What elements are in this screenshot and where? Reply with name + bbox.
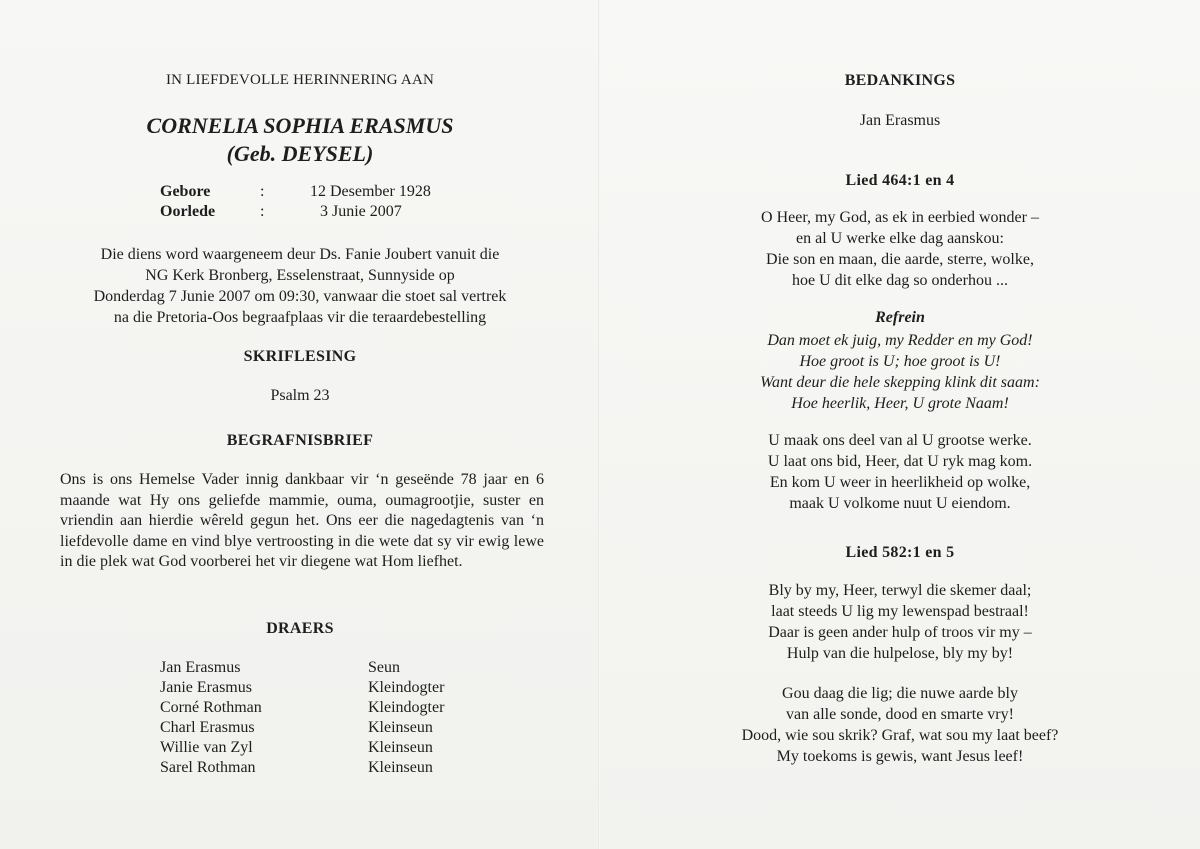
lied1-verse4 [600, 430, 1200, 514]
service-line: Die diens word waargeneem deur Ds. Fanie Joubert vanuit die [100, 246, 500, 263]
lied2-verse5 [600, 683, 1200, 767]
deceased-name [0, 112, 600, 168]
bearer-relation: Seun [368, 659, 400, 676]
death-label: Oorlede [160, 203, 216, 220]
verse-line: U laat ons bid, Heer, dat U ryk mag kom. [767, 453, 1033, 470]
list-item [160, 678, 460, 698]
verse-line: En kom U weer in heerlikheid op wolke, [769, 474, 1031, 491]
list-item [160, 698, 460, 718]
bearer-name: Jan Erasmus [160, 659, 241, 676]
service-line: na die Pretoria-Oos begraafplaas vir die teraardebestelling [113, 309, 487, 326]
death-colon: : [260, 203, 265, 220]
lied2-verse1 [600, 580, 1200, 664]
verse-line: Gou daag die lig; die nuwe aarde bly [782, 685, 1018, 702]
bearer-relation: Kleinseun [368, 759, 433, 776]
bearer-name: Corné Rothman [160, 699, 262, 716]
verse-line: Daar is geen ander hulp of troos vir my – [768, 624, 1032, 641]
verse-line: hoe U dit elke dag so onderhou ... [792, 272, 1008, 289]
lied2-heading: Lied 582:1 en 5 [845, 544, 955, 561]
bearer-name: Janie Erasmus [160, 679, 252, 696]
bedankings-text: Jan Erasmus [859, 112, 941, 129]
deceased-name-line1: CORNELIA SOPHIA ERASMUS [146, 113, 454, 138]
bearer-name: Charl Erasmus [160, 719, 255, 736]
verse-line: Dan moet ek juig, my Redder en my God! [767, 332, 1033, 349]
skriflesing-text: Psalm 23 [270, 387, 330, 404]
bearer-relation: Kleindogter [368, 679, 445, 696]
verse-line: en al U werke elke dag aanskou: [796, 230, 1004, 247]
dates-block [160, 182, 480, 222]
list-item [160, 758, 460, 778]
maiden-name: (Geb. DEYSEL) [226, 141, 374, 166]
bearer-relation: Kleindogter [368, 699, 445, 716]
service-details [60, 244, 540, 328]
service-line: Donderdag 7 Junie 2007 om 09:30, vanwaar die stoet sal vertrek [93, 288, 507, 305]
service-line: NG Kerk Bronberg, Esselenstraat, Sunnyside op [145, 267, 455, 284]
verse-line: Hoe groot is U; hoe groot is U! [799, 353, 1001, 370]
bearer-name: Sarel Rothman [160, 759, 256, 776]
begrafnisbrief-heading: BEGRAFNISBRIEF [226, 432, 374, 449]
refrein-heading: Refrein [875, 309, 925, 326]
verse-line: van alle sonde, dood en smarte vry! [786, 706, 1014, 723]
skriflesing-heading: SKRIFLESING [243, 348, 357, 365]
birth-date: 12 Desember 1928 [310, 183, 431, 200]
verse-line: maak U volkome nuut U eiendom. [789, 495, 1011, 512]
bedankings-heading: BEDANKINGS [844, 72, 956, 89]
draers-heading: DRAERS [266, 620, 334, 637]
verse-line: Want deur die hele skepping klink dit saam: [760, 374, 1040, 391]
verse-line: O Heer, my God, as ek in eerbied wonder – [761, 209, 1039, 226]
verse-line: Dood, wie sou skrik? Graf, wat sou my laat beef? [741, 727, 1059, 744]
lied1-verse1 [600, 207, 1200, 291]
birth-colon: : [260, 183, 265, 200]
death-date: 3 Junie 2007 [320, 203, 402, 220]
birth-row [160, 182, 480, 202]
verse-line: Hoe heerlik, Heer, U grote Naam! [791, 395, 1009, 412]
bearer-name: Willie van Zyl [160, 739, 253, 756]
refrein-verse [600, 330, 1200, 414]
lied1-heading: Lied 464:1 en 4 [845, 172, 955, 189]
verse-line: My toekoms is gewis, want Jesus leef! [776, 748, 1024, 765]
bearer-relation: Kleinseun [368, 739, 433, 756]
right-page [600, 0, 1200, 849]
birth-label: Gebore [160, 183, 211, 200]
verse-line: laat steeds U lig my lewenspad bestraal! [771, 603, 1029, 620]
list-item [160, 738, 460, 758]
begrafnisbrief-text: Ons is ons Hemelse Vader innig dankbaar vir ‘n geseënde 78 jaar en 6 maande wat Hy ons geliefde mammie, ouma, oumagrootjie, suster en vriendin aan hierdie wêreld gegun het. Ons eer die nagedagtenis van ‘n liefdevolle dame en vind blye vertroosting in die wete dat sy vir ewig lewe in die plek wat God voorberei het vir diegene wat Hom liefhet. [60, 471, 544, 570]
memorial-intro: IN LIEFDEVOLLE HERINNERING AAN [165, 72, 435, 88]
draers-list [160, 658, 460, 778]
verse-line: Die son en maan, die aarde, sterre, wolke, [766, 251, 1034, 268]
verse-line: U maak ons deel van al U grootse werke. [768, 432, 1032, 449]
death-row [160, 202, 480, 222]
list-item [160, 718, 460, 738]
verse-line: Bly by my, Heer, terwyl die skemer daal; [768, 582, 1032, 599]
list-item [160, 658, 460, 678]
bearer-relation: Kleinseun [368, 719, 433, 736]
verse-line: Hulp van die hulpelose, bly my by! [786, 645, 1014, 662]
